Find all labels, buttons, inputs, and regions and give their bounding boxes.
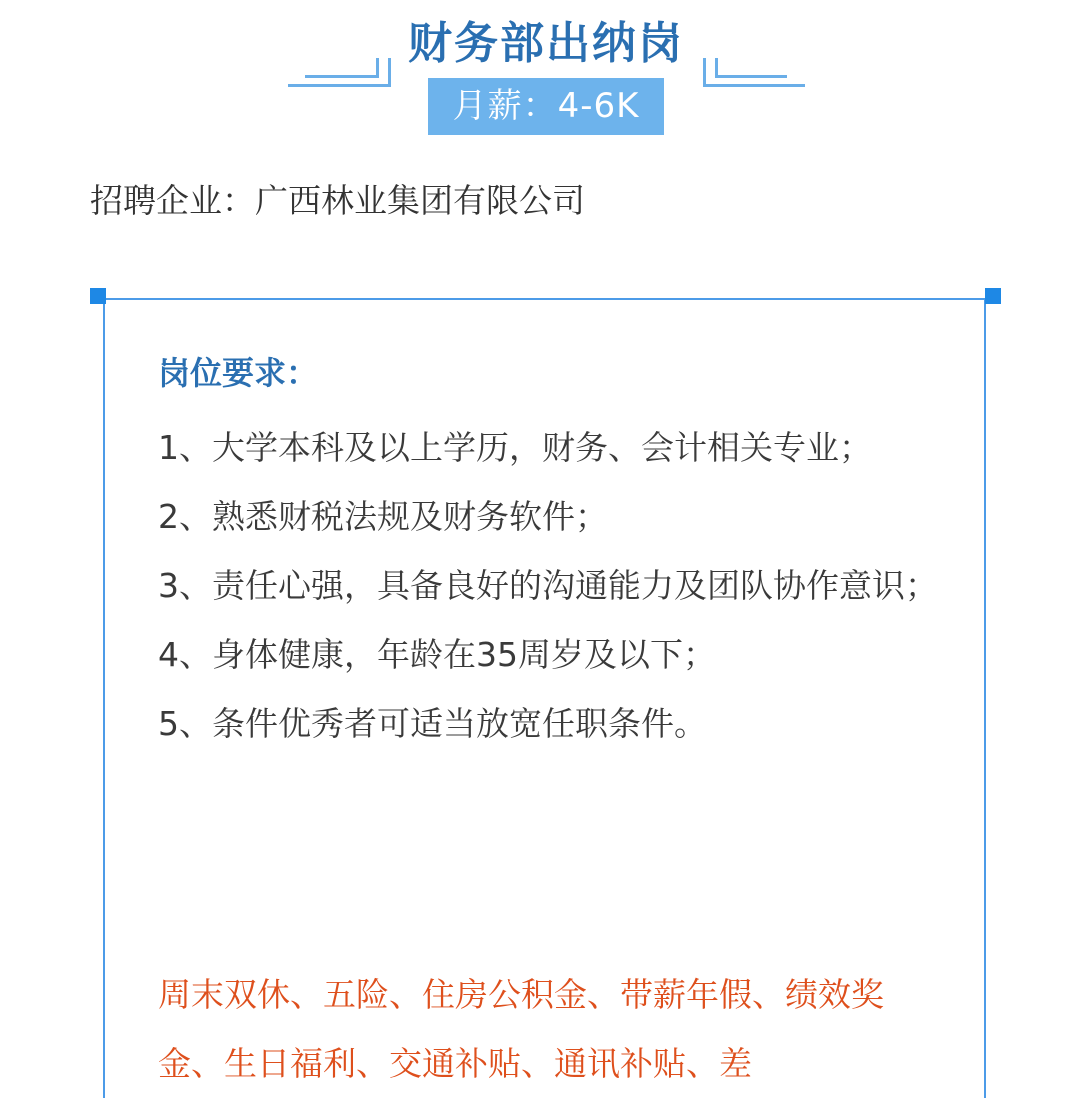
- requirement-item: 5、条件优秀者可适当放宽任职条件。: [158, 704, 707, 743]
- title-decoration-right: [715, 75, 787, 78]
- requirement-item: 2、熟悉财税法规及财务软件；: [158, 497, 608, 536]
- title-decoration-right: [703, 84, 805, 87]
- title-decoration-left: [288, 84, 388, 87]
- benefits-text: 周末双休、五险、住房公积金、带薪年假、绩效奖金、生日福利、交通补贴、通讯补贴、差: [158, 975, 884, 1083]
- company-line: 招聘企业：广西林业集团有限公司: [90, 181, 585, 220]
- title-decoration-right: [703, 58, 706, 87]
- requirement-item: 3、责任心强，具备良好的沟通能力及团队协作意识；: [158, 566, 938, 605]
- title-decoration-left: [305, 75, 377, 78]
- card-handle-top-left: [90, 288, 106, 304]
- title-decoration-right: [715, 58, 718, 78]
- card-handle-top-right: [985, 288, 1001, 304]
- job-title: 财务部出纳岗: [408, 18, 684, 69]
- salary-badge: 月薪：4-6K: [428, 78, 664, 135]
- requirement-item: 1、大学本科及以上学历，财务、会计相关专业；: [158, 428, 872, 467]
- requirements-heading: 岗位要求：: [158, 354, 319, 392]
- title-decoration-left: [388, 58, 391, 87]
- title-decoration-left: [376, 58, 379, 78]
- requirements-list: [158, 413, 948, 758]
- requirement-item: 4、身体健康，年龄在35周岁及以下；: [158, 635, 716, 674]
